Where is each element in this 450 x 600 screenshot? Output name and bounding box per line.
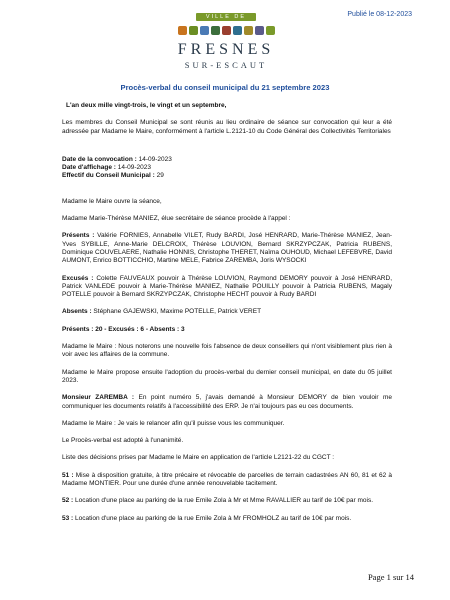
zaremba-label: Monsieur ZAREMBA :: [62, 394, 135, 402]
logo-icons: [170, 26, 282, 38]
presents-text: Valérie FORNIES, Annabelle VILET, Rudy BARDI, José HENRARD, Marie-Thérèse MANIEZ, Jean-Yves SYBILLE, Anne-Marie DELCROIX, Thérèse LOUVION, Bernard SKRZYPCZAK, Patricia RUBENS, Dominique COUVELAERE, Nathalie HONNIS, Christophe THERET, Naïma OUHOUD, Michael LEFEBVRE, David AUMONT, Enrico BOTTICCHIO, Martine MELE, Fabrice ZAREMBA, Joris WYSOCKI: [62, 232, 392, 265]
decision-text: Location d'une place au parking de la rue Emile Zola à Mr et Mme RAVALLIER au tarif de 10€ par mois.: [73, 497, 373, 505]
town-logo: [170, 5, 282, 70]
logo-subtitle: SUR-ESCAUT: [184, 60, 268, 70]
date-convocation-value: 14-09-2023: [136, 155, 172, 163]
ouvre-seance: Madame le Maire ouvre la séance,: [62, 197, 162, 205]
published-date: Publié le 08-12-2023: [347, 11, 412, 18]
logo-icon-8: [255, 26, 264, 35]
decision-item: [62, 472, 392, 489]
date-affichage-value: 14-09-2023: [115, 164, 151, 172]
excuses-text: Colette FAUVEAUX pouvoir à Thérèse LOUVION, Raymond DEMORY pouvoir à José HENRARD, Patrick VANLEDE pouvoir à Marie-Thérèse MANIEZ, Nathalie POUILLY pouvoir à Patricia RUBENS, Magaly POTELLE pouvoir à Bernard SKRZYPCZAK, Christophe HECHT pouvoir à Rudy BARDI: [62, 274, 392, 299]
zaremba-text: En point numéro 5, j'avais demandé à Monsieur DEMORY de bien vouloir me communiquer les documents relatifs à l'accessibilité des ERP. Je n'ai toujours pas eu ces documents.: [62, 394, 392, 410]
logo-icon-9: [266, 26, 275, 35]
effectif: [62, 172, 392, 180]
absents-label: Absents :: [62, 308, 92, 316]
effectif-value: 29: [154, 172, 164, 180]
logo-icon-5: [222, 26, 231, 35]
intro-line: L'an deux mille vingt-trois, le vingt et un septembre,: [66, 102, 227, 109]
paragraph-convocation: Les membres du Conseil Municipal se sont réunis au lieu ordinaire de séance sur convocation qui leur a été adressée par Madame le Maire, conformément à l'article L.2121-10 du Code Général des Collectivités Territoriales: [62, 119, 392, 135]
absents-paragraph: [62, 308, 392, 316]
logo-icon-4: [211, 26, 220, 35]
decision-item: [62, 497, 392, 505]
maire-remark-3: Madame le Maire : Je vais le relancer afin qu'il puisse vous les communiquer.: [62, 419, 285, 427]
excuses-label: Excusés :: [62, 274, 94, 282]
decision-number: 51 :: [62, 471, 74, 479]
decision-number: 53 :: [62, 514, 74, 522]
date-convocation: [62, 156, 392, 164]
logo-icon-2: [189, 26, 198, 35]
decision-text: Location d'une place au parking de la rue Emile Zola à Mr FROMHOLZ au tarif de 10€ par mois.: [73, 514, 352, 522]
maire-remark-1: Madame le Maire : Nous noterons une nouvelle fois l'absence de deux conseillers qui n'ont visiblement plus rien à voir avec les affaires de la commune.: [62, 343, 392, 359]
presents-paragraph: [62, 232, 392, 265]
page-number: Page 1 sur 14: [367, 572, 414, 582]
presents-label: Présents :: [62, 232, 95, 240]
date-affichage-label: Date d'affichage :: [62, 164, 116, 172]
logo-icon-6: [233, 26, 242, 35]
date-convocation-label: Date de la convocation :: [62, 155, 137, 163]
secretaire-line: Madame Marie-Thérèse MANIEZ, élue secrétaire de séance procède à l'appel :: [62, 215, 291, 223]
logo-banner: VILLE DE: [196, 13, 256, 21]
document-body: [62, 102, 392, 523]
logo-icon-1: [178, 26, 187, 35]
attendance-counts: Présents : 20 - Excusés : 6 - Absents : 3: [62, 325, 185, 333]
decisions-intro: Liste des décisions prises par Madame le Maire en application de l'article L2121-22 du CGCT :: [62, 454, 335, 462]
document-title: Procès-verbal du conseil municipal du 21 septembre 2023: [120, 83, 330, 92]
decision-text: Mise à disposition gratuite, à titre précaire et révocable de parcelles de terrain cadastrées AN 60, 81 et 62 à Madame MONTIER. Pour une durée d'une année renouvelable tacitement.: [62, 471, 393, 488]
date-affichage: [62, 164, 392, 172]
decision-number: 52 :: [62, 497, 74, 505]
decision-item: [62, 515, 392, 523]
zaremba-paragraph: [62, 394, 392, 411]
effectif-label: Effectif du Conseil Municipal :: [62, 172, 155, 180]
logo-icon-3: [200, 26, 209, 35]
maire-remark-2: Madame le Maire propose ensuite l'adoption du procès-verbal du dernier conseil municipal, en date du 05 juillet 2023.: [62, 368, 392, 384]
pv-adopte: Le Procès-verbal est adopté à l'unanimité.: [62, 437, 184, 445]
absents-text: Stéphane GAJEWSKI, Maxime POTELLE, Patrick VERET: [91, 308, 262, 316]
logo-title: FRESNES: [177, 41, 275, 58]
logo-icon-7: [244, 26, 253, 35]
excuses-paragraph: [62, 275, 392, 300]
